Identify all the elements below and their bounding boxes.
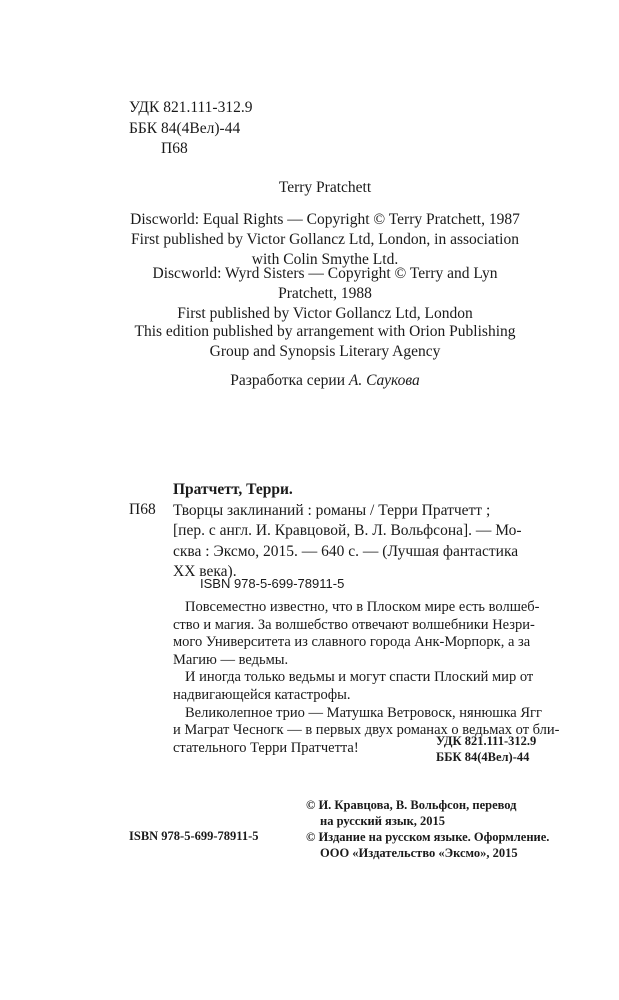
copyright-line: © Издание на русском языке. Оформление. bbox=[306, 830, 550, 844]
annotation-line: Великолепное трио — Матушка Ветровоск, нянюшка Ягг bbox=[185, 704, 542, 721]
original-author: Terry Pratchett bbox=[278, 179, 372, 196]
bbk-code-right: ББК 84(4Вел)-44 bbox=[436, 750, 530, 764]
annotation-line: И иногда только ведьмы и могут спасти Плоский мир от bbox=[185, 669, 534, 686]
copyright-line: ООО «Издательство «Эксмо», 2015 bbox=[320, 846, 518, 860]
russian-copyright bbox=[306, 797, 549, 861]
udk-code: УДК 821.111-312.9 bbox=[129, 99, 253, 116]
annotation-line: мого Университета из славного города Анк-Морпорк, а за bbox=[173, 634, 531, 651]
annotation-line: ство и магия. За волшебство отвечают волшебники Незри- bbox=[173, 616, 535, 633]
bibliographic-record bbox=[173, 480, 553, 583]
udk-code-right: УДК 821.111-312.9 bbox=[436, 734, 537, 748]
work2-copyright: Discworld: Wyrd Sisters — Copyright © Terry and Lyn Pratchett, 1988 First published by Victor Gollancz Ltd, London bbox=[152, 265, 498, 322]
bib-author: Пратчетт, Терри. bbox=[173, 481, 293, 498]
annotation-line: Магию — ведьмы. bbox=[173, 651, 289, 668]
copyright-line: на русский язык, 2015 bbox=[320, 814, 446, 828]
series-author: А. Саукова bbox=[348, 372, 420, 389]
isbn-bottom: ISBN 978-5-699-78911-5 bbox=[129, 829, 259, 843]
annotation-line: стательного Терри Пратчетта! bbox=[173, 739, 359, 756]
classification-block bbox=[129, 98, 252, 160]
copyright-line: © И. Кравцова, В. Вольфсон, перевод bbox=[306, 798, 517, 812]
bib-author-mark: П68 bbox=[129, 501, 156, 518]
annotation-line: и Маграт Чесногк — в первых двух романах о ведьмах от бли- bbox=[173, 722, 560, 739]
annotation-line: Повсеместно известно, что в Плоском мире есть волшеб- bbox=[185, 599, 540, 615]
series-design bbox=[100, 371, 550, 391]
classification-codes-right bbox=[436, 733, 536, 765]
work1-copyright: Discworld: Equal Rights — Copyright © Terry Pratchett, 1987 First published by Victor Gollancz Ltd, London, in association with Colin Smythe Ltd. bbox=[130, 211, 520, 268]
bib-line: сква : Эксмо, 2015. — 640 с. — (Лучшая фантастика bbox=[173, 542, 519, 560]
bib-isbn: ISBN 978-5-699-78911-5 bbox=[200, 576, 345, 591]
bib-line: [пер. с англ. И. Кравцовой, В. Л. Вольфсона]. — Мо- bbox=[173, 522, 522, 539]
series-label: Разработка серии bbox=[230, 372, 349, 389]
edition-note: This edition published by arrangement with Orion Publishing Group and Synopsis Literary Agency bbox=[134, 323, 516, 360]
bib-line: Творцы заклинаний : романы / Терри Пратчетт ; bbox=[173, 501, 491, 519]
bbk-code: ББК 84(4Вел)-44 bbox=[129, 119, 241, 137]
author-mark: П68 bbox=[161, 140, 188, 157]
bib-line: XX века). bbox=[173, 563, 237, 580]
annotation-line: надвигающейся катастрофы. bbox=[173, 686, 351, 703]
